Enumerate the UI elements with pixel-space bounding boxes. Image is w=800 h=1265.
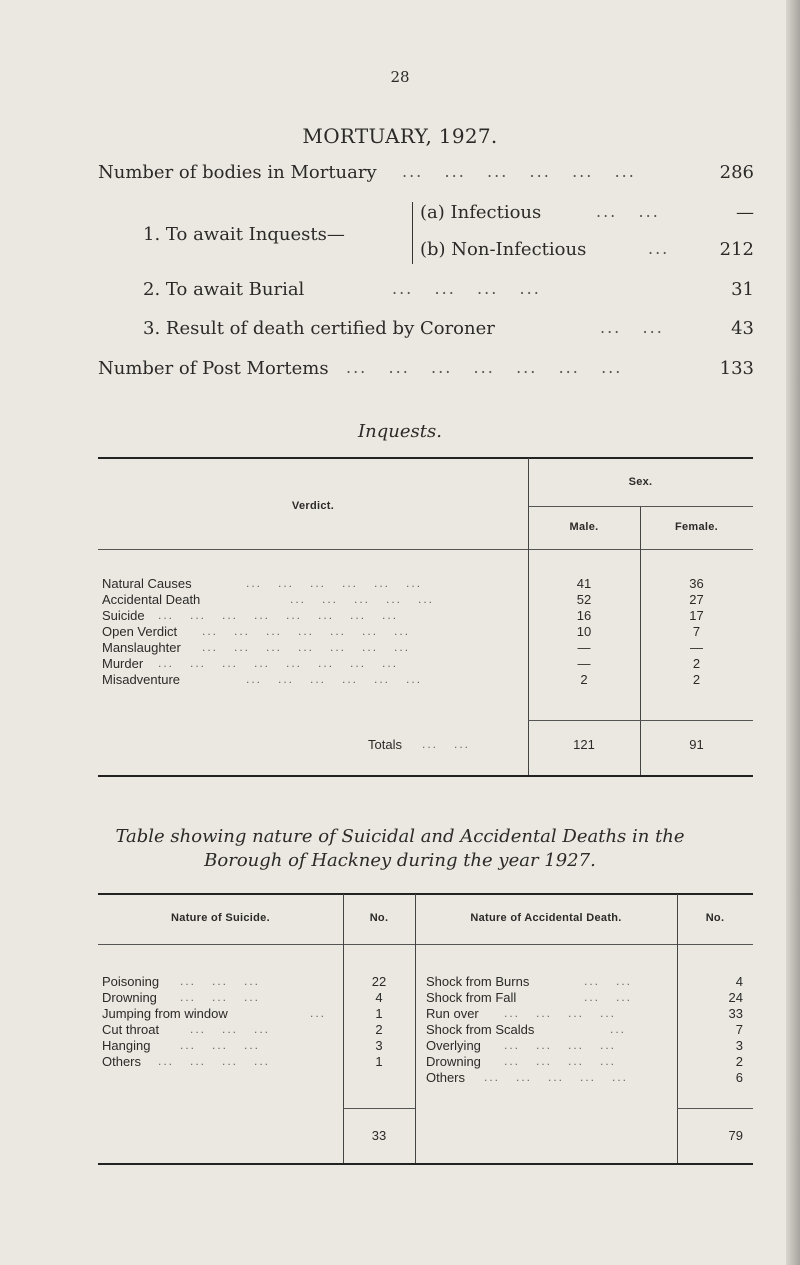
header-nature-accident: Nature of Accidental Death. <box>470 912 622 924</box>
dot-leader: ... ... ... ... <box>392 279 541 298</box>
dot-leader: ... ... ... <box>180 974 261 988</box>
accident-label: Shock from Scalds <box>426 1022 535 1037</box>
dot-leader: ... <box>310 1006 327 1020</box>
suicide-label: Drowning <box>102 990 157 1005</box>
bodies-value: 286 <box>719 162 754 183</box>
suicide-value: 22 <box>371 974 387 989</box>
burial-value: 31 <box>731 279 754 300</box>
female-value: 36 <box>689 576 704 591</box>
dot-leader: ... ... ... ... ... ... ... ... <box>158 608 399 622</box>
suicide-label: Others <box>102 1054 142 1069</box>
table-rule <box>528 720 753 721</box>
verdict-label: Natural Causes <box>102 576 192 591</box>
accident-value: 2 <box>735 1054 743 1069</box>
male-value: 41 <box>576 576 592 591</box>
header-female: Female. <box>674 521 719 533</box>
suicide-label: Poisoning <box>102 974 160 989</box>
female-value: 7 <box>692 624 701 639</box>
bodies-label: Number of bodies in Mortuary <box>98 162 377 183</box>
suicide-value: 3 <box>375 1038 383 1053</box>
dot-leader: ... ... ... ... ... ... <box>246 672 423 686</box>
page-number: 28 <box>390 68 410 86</box>
postmortems-value: 133 <box>719 358 754 379</box>
dot-leader: ... ... ... <box>190 1022 271 1036</box>
suicide-label: Hanging <box>102 1038 151 1053</box>
postmortems-label: Number of Post Mortems <box>98 358 329 379</box>
dot-leader: ... ... ... ... ... <box>484 1070 629 1084</box>
page-title: MORTUARY, 1927. <box>302 124 498 148</box>
verdict-label: Misadventure <box>102 672 181 687</box>
burial-label: 2. To await Burial <box>143 279 305 300</box>
verdict-label: Suicide <box>102 608 145 623</box>
accident-label: Run over <box>426 1006 479 1021</box>
header-no: No. <box>705 912 725 924</box>
female-value: 2 <box>692 672 701 687</box>
dot-leader: ... ... ... ... ... ... <box>402 162 636 181</box>
dot-leader: ... ... <box>584 974 633 988</box>
coroner-label: 3. Result of death certified by Coroner <box>143 318 495 339</box>
table-rule <box>98 775 753 777</box>
accident-label: Drowning <box>426 1054 481 1069</box>
accident-label: Shock from Fall <box>426 990 517 1005</box>
dot-leader: ... ... ... ... ... ... ... <box>202 624 411 638</box>
brace <box>412 202 413 264</box>
table-rule <box>98 457 753 459</box>
totals-male: 121 <box>573 737 595 752</box>
accident-value: 3 <box>735 1038 743 1053</box>
dot-leader: ... <box>610 1022 627 1036</box>
suicide-value: 1 <box>375 1054 383 1069</box>
table-rule <box>98 893 753 895</box>
table-rule <box>98 549 753 550</box>
dot-leader: ... ... ... ... <box>504 1006 617 1020</box>
header-nature-suicide: Nature of Suicide. <box>171 912 270 924</box>
dot-leader: ... ... <box>422 737 471 751</box>
header-sex: Sex. <box>628 476 653 488</box>
dot-leader: ... ... <box>596 202 660 221</box>
dot-leader: ... ... ... <box>180 990 261 1004</box>
inquests-caption: Inquests. <box>358 421 442 442</box>
dot-leader: ... ... ... ... ... <box>290 592 435 606</box>
female-value: 2 <box>692 656 701 671</box>
suicide-value: 4 <box>375 990 383 1005</box>
total-suicides: 33 <box>371 1128 387 1143</box>
accident-label: Shock from Burns <box>426 974 530 989</box>
table-rule <box>98 1163 753 1165</box>
male-value: 16 <box>576 608 592 623</box>
dot-leader: ... <box>648 239 670 258</box>
inquests-label: 1. To await Inquests— <box>143 224 345 245</box>
header-verdict: Verdict. <box>291 500 335 512</box>
suicide-value: 2 <box>375 1022 383 1037</box>
dot-leader: ... ... <box>584 990 633 1004</box>
female-value: — <box>690 640 703 655</box>
page-edge-shadow <box>786 0 800 1265</box>
verdict-label: Accidental Death <box>102 592 201 607</box>
dot-leader: ... ... ... ... <box>504 1054 617 1068</box>
verdict-label: Open Verdict <box>102 624 178 639</box>
deaths-caption-line2: Borough of Hackney during the year 1927. <box>204 850 596 871</box>
inquests-b-value: 212 <box>719 239 754 260</box>
dot-leader: ... ... ... ... <box>504 1038 617 1052</box>
dot-leader: ... ... ... <box>180 1038 261 1052</box>
table-rule <box>415 894 416 1164</box>
female-value: 17 <box>689 608 704 623</box>
male-value: — <box>577 656 591 671</box>
accident-value: 4 <box>735 974 743 989</box>
table-rule <box>343 1108 415 1109</box>
dot-leader: ... ... ... ... ... ... <box>246 576 423 590</box>
table-rule <box>98 944 753 945</box>
male-value: — <box>577 640 591 655</box>
coroner-value: 43 <box>731 318 754 339</box>
inquests-a-value: — <box>736 202 754 223</box>
dot-leader: ... ... ... ... ... ... ... <box>346 358 623 377</box>
deaths-caption-line1: Table showing nature of Suicidal and Accidental Deaths in the <box>115 826 685 847</box>
totals-label: Totals <box>368 737 402 752</box>
accident-label: Others <box>426 1070 466 1085</box>
verdict-label: Manslaughter <box>102 640 181 655</box>
totals-female: 91 <box>689 737 704 752</box>
female-value: 27 <box>689 592 704 607</box>
suicide-label: Jumping from window <box>102 1006 228 1021</box>
dot-leader: ... ... <box>600 318 664 337</box>
dot-leader: ... ... ... ... ... ... ... <box>202 640 411 654</box>
dot-leader: ... ... ... ... <box>158 1054 271 1068</box>
header-no: No. <box>369 912 389 924</box>
table-rule <box>677 1108 753 1109</box>
inquests-b-label: (b) Non-Infectious <box>420 239 587 260</box>
total-accidents: 79 <box>728 1128 743 1143</box>
inquests-a-label: (a) Infectious <box>420 202 542 223</box>
accident-value: 33 <box>728 1006 743 1021</box>
accident-value: 24 <box>728 990 743 1005</box>
male-value: 52 <box>576 592 592 607</box>
male-value: 10 <box>576 624 592 639</box>
accident-label: Overlying <box>426 1038 481 1053</box>
accident-value: 6 <box>735 1070 743 1085</box>
male-value: 2 <box>580 672 588 687</box>
suicide-value: 1 <box>375 1006 383 1021</box>
suicide-label: Cut throat <box>102 1022 160 1037</box>
accident-value: 7 <box>735 1022 743 1037</box>
header-male: Male. <box>569 521 599 533</box>
dot-leader: ... ... ... ... ... ... ... ... <box>158 656 399 670</box>
verdict-label: Murder <box>102 656 144 671</box>
